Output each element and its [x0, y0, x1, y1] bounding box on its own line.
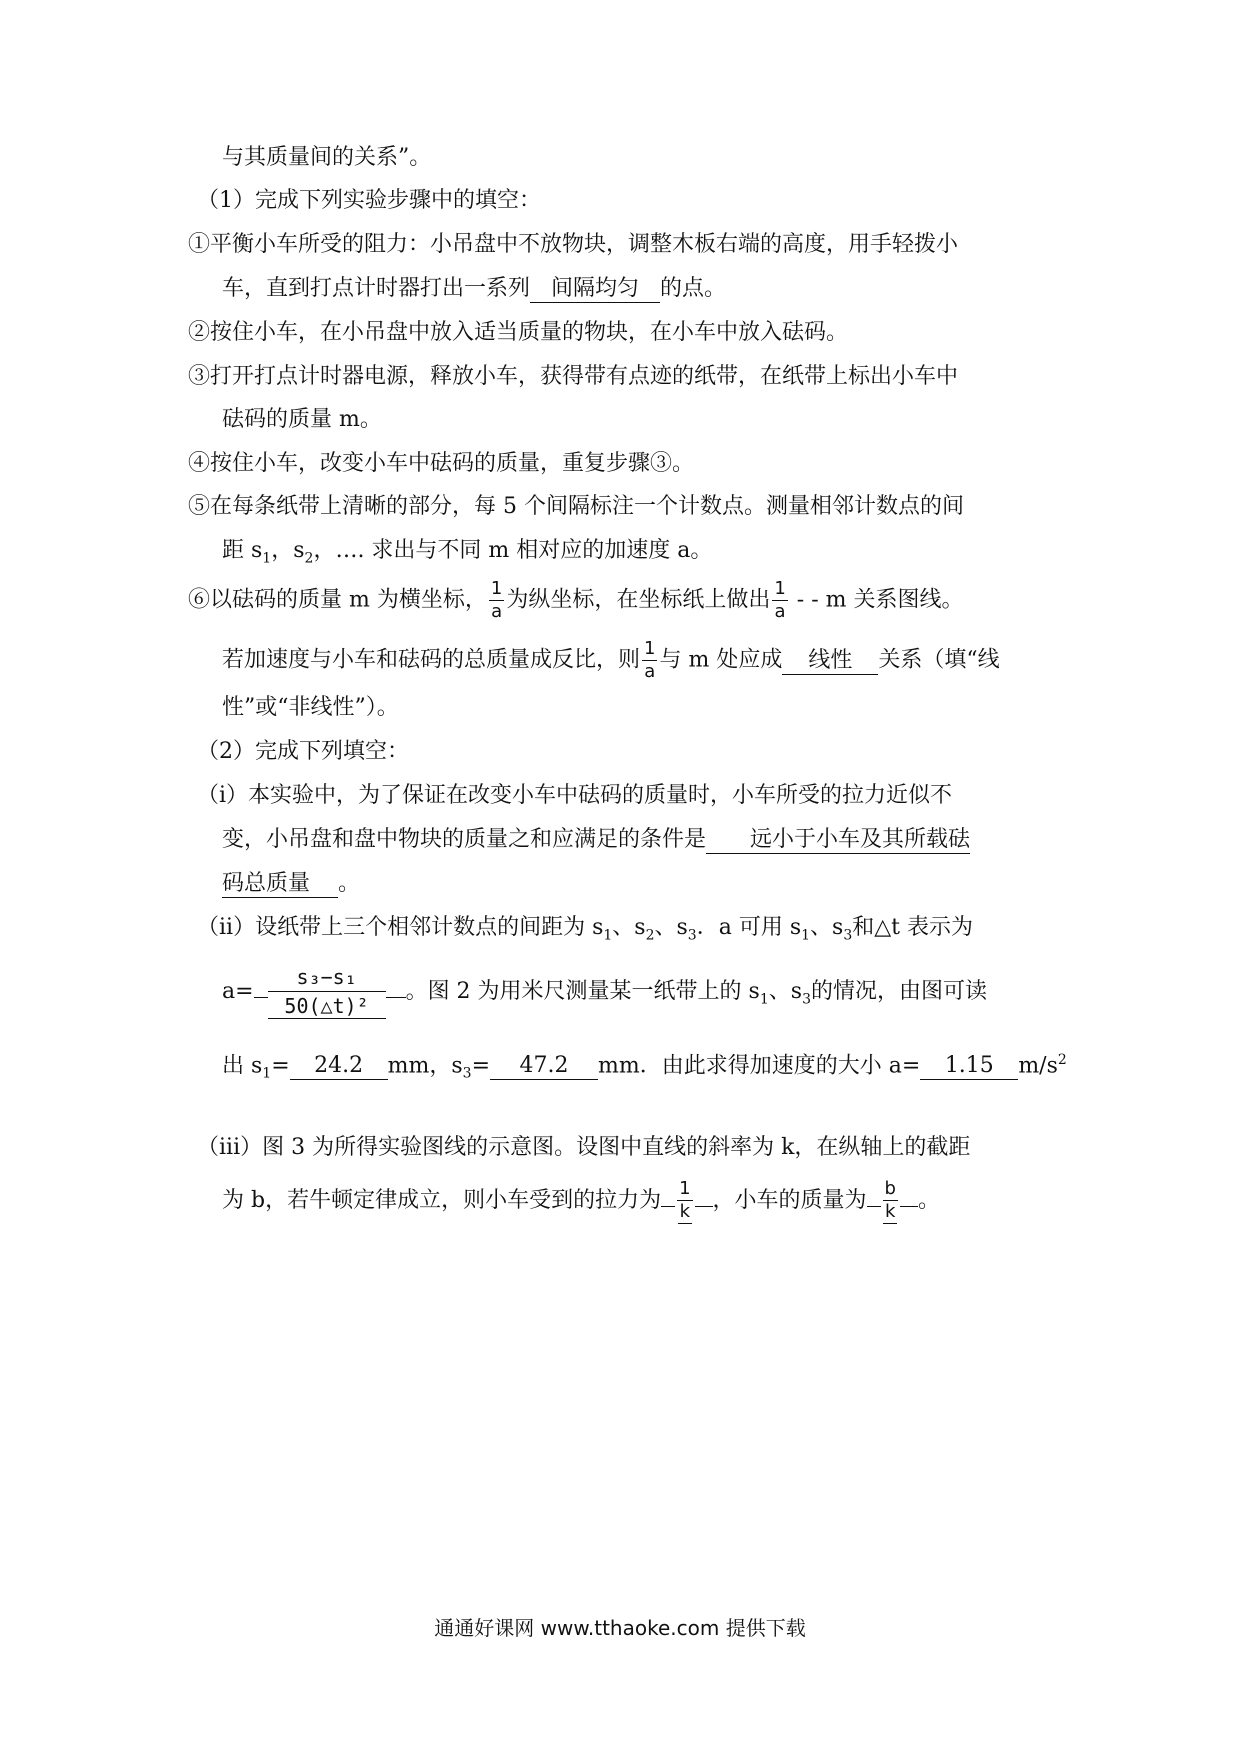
subscript: 1	[759, 991, 769, 1008]
subscript: 2	[645, 927, 655, 944]
text: - - m 关系图线。	[789, 587, 964, 613]
section-heading-2: （2）完成下列填空：	[197, 739, 409, 764]
text: ，小车的质量为	[712, 1188, 867, 1213]
text: 、s	[612, 915, 646, 940]
text: 。	[338, 871, 361, 896]
answer-blank-s1: 24.2	[290, 1053, 388, 1080]
text: 车，直到打点计时器打出一系列	[222, 276, 531, 301]
subscript: 1	[801, 927, 811, 944]
text: 出 s	[222, 1053, 263, 1079]
numerator: b	[884, 1178, 896, 1199]
numerator: 1	[679, 1178, 691, 1199]
step-6	[188, 578, 963, 623]
question-ii-answers	[222, 1045, 1067, 1089]
text: 的点。	[660, 276, 727, 301]
step-3: ③打开打点计时器电源，释放小车，获得带有点迹的纸带，在纸带上标出小车中	[188, 364, 959, 389]
text: mm，s	[387, 1053, 463, 1079]
superscript: 2	[1057, 1052, 1067, 1068]
text: （ii）设纸带上三个相邻计数点的间距为 s	[197, 915, 604, 940]
answer-blank-a: 1.15	[920, 1053, 1018, 1080]
text: ⑥以砝码的质量 m 为横坐标，	[188, 587, 487, 613]
text: 距 s	[222, 538, 263, 563]
numerator: s₃−s₁	[268, 965, 386, 992]
fraction-one-over-a	[772, 578, 787, 623]
text: a=	[222, 979, 254, 1004]
denominator: a	[774, 601, 786, 622]
text: 关系（填“线	[878, 647, 1000, 673]
denominator: a	[644, 661, 656, 682]
text: 的情况，由图可读	[810, 979, 987, 1004]
text: 、s	[654, 915, 688, 940]
text: ，…. 求出与不同 m 相对应的加速度 a。	[313, 538, 713, 563]
blank-trail	[900, 1206, 918, 1207]
text: ．a 可用 s	[696, 915, 802, 940]
blank-lead	[867, 1206, 881, 1207]
text: m/s	[1018, 1053, 1058, 1079]
text: ，s	[271, 538, 305, 563]
fraction-one-over-a	[642, 638, 657, 683]
subscript: 3	[462, 1065, 472, 1082]
step-6-cont	[222, 638, 1000, 683]
subscript: 1	[603, 927, 613, 944]
denominator: k	[679, 1201, 691, 1222]
text: =	[271, 1053, 290, 1079]
fraction-b-over-k	[883, 1178, 898, 1224]
answer-blank: 远小于小车及其所载砝	[706, 827, 970, 854]
question-ii	[197, 913, 973, 950]
subscript: 3	[802, 991, 811, 1008]
question-i-cont2	[222, 869, 360, 899]
text: 和△t 表示为	[852, 915, 974, 940]
blank-lead	[661, 1206, 675, 1207]
text-line: 与其质量间的关系”。	[222, 145, 432, 170]
text: 若加速度与小车和砝码的总质量成反比，则	[222, 647, 641, 673]
answer-blank: 码总质量	[222, 871, 338, 898]
text: 、s	[768, 979, 803, 1004]
subscript: 1	[262, 550, 272, 567]
denominator: 50(△t)²	[268, 992, 386, 1019]
answer-blank-s3: 47.2	[490, 1053, 598, 1080]
denominator: a	[491, 601, 503, 622]
answer-blank: 间隔均匀	[530, 276, 660, 303]
blank-trail	[386, 997, 406, 998]
text: 与 m 处应成	[659, 647, 783, 673]
text: mm．由此求得加速度的大小 a=	[598, 1053, 921, 1079]
step-4: ④按住小车，改变小车中砝码的质量，重复步骤③。	[188, 451, 695, 476]
text: =	[471, 1053, 491, 1079]
subscript: 3	[687, 927, 697, 944]
question-ii-formula	[222, 957, 987, 1027]
text: 为纵坐标，在坐标纸上做出	[506, 587, 771, 613]
step-1: ①平衡小车所受的阻力：小吊盘中不放物块，调整木板右端的高度，用手轻拨小	[188, 232, 959, 257]
step-5: ⑤在每条纸带上清晰的部分，每 5 个间隔标注一个计数点。测量相邻计数点的间	[188, 494, 964, 519]
numerator: 1	[490, 578, 503, 599]
numerator: 1	[644, 638, 656, 659]
question-i: （i）本实验中，为了保证在改变小车中砝码的质量时，小车所受的拉力近似不	[197, 783, 953, 808]
question-iii-cont	[222, 1170, 940, 1232]
subscript: 2	[304, 550, 314, 567]
step-3-cont: 砝码的质量 m。	[222, 407, 382, 432]
denominator: k	[885, 1201, 896, 1222]
blank-trail	[695, 1206, 713, 1207]
text: 。	[917, 1188, 940, 1213]
fraction-acceleration	[268, 965, 386, 1019]
text: 、s	[810, 915, 844, 940]
question-iii: （iii）图 3 为所得实验图线的示意图。设图中直线的斜率为 k，在纵轴上的截距	[197, 1135, 971, 1160]
step-6-cont2: 性”或“非线性”）。	[222, 695, 399, 720]
answer-blank: 线性	[782, 648, 878, 675]
step-5-cont	[222, 536, 712, 573]
section-heading-1: （1）完成下列实验步骤中的填空：	[197, 188, 541, 213]
footer-watermark: 通通好课网 www.tthaoke.com 提供下载	[434, 1616, 806, 1640]
subscript: 3	[843, 927, 853, 944]
subscript: 1	[262, 1065, 272, 1082]
question-i-cont	[222, 825, 970, 855]
text: 变，小吊盘和盘中物块的质量之和应满足的条件是	[222, 827, 707, 852]
numerator: 1	[774, 578, 786, 599]
fraction-one-over-a	[489, 578, 504, 623]
step-1-cont	[222, 274, 726, 304]
text: 为 b，若牛顿定律成立，则小车受到的拉力为	[222, 1188, 662, 1213]
blank-lead	[254, 997, 268, 998]
text: 。图 2 为用米尺测量某一纸带上的 s	[405, 979, 760, 1004]
fraction-one-over-k	[677, 1178, 692, 1224]
step-2: ②按住小车，在小吊盘中放入适当质量的物块，在小车中放入砝码。	[188, 320, 849, 345]
